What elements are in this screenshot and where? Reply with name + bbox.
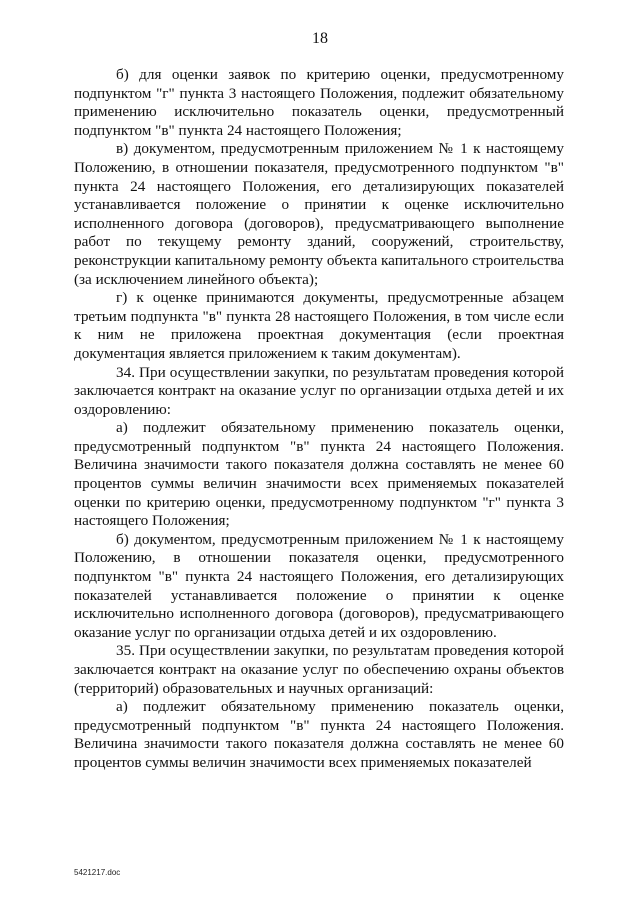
paragraph-33b: б) для оценки заявок по критерию оценки, предусмотренному подпунктом "г" пункта 3 настоящего Положения, подлежит обязательному применению исключительно показатель оценки, предусмотренный подпунктом "в" пункта 24 настоящего Положения;	[74, 66, 564, 139]
document-body	[74, 66, 564, 773]
paragraph-35-intro: 35. При осуществлении закупки, по результатам проведения которой заключается контракт на оказание услуг по обеспечению охраны объектов (территорий) образовательных и научных организаций:	[74, 642, 564, 697]
document-file-code: 5421217.doc	[74, 868, 121, 877]
paragraph-33v: в) документом, предусмотренным приложением № 1 к настоящему Положению, в отношении показателя, предусмотренного подпунктом "в" пункта 24 настоящего Положения, его детализирующих показателей устанавливается положение о принятии к оценке исключительно исполненного договора (договоров), предусматривающего выполнение работ по текущему ремонту зданий, сооружений, строительству, реконструкции капитальному ремонту объекта капитального строительства (за исключением линейного объекта);	[74, 140, 564, 288]
paragraph-34-intro: 34. При осуществлении закупки, по результатам проведения которой заключается контракт на оказание услуг по организации отдыха детей и их оздоровлению:	[74, 363, 564, 418]
page-number: 18	[312, 30, 328, 47]
paragraph-34a: а) подлежит обязательному применению показатель оценки, предусмотренный подпунктом "в" пункта 24 настоящего Положения. Величина значимости такого показателя должна составлять не менее 60 процентов суммы величин значимости всех применяемых показателей оценки по критерию оценки, предусмотренному подпунктом "г" пункта 3 настоящего Положения;	[74, 419, 564, 530]
paragraph-33g: г) к оценке принимаются документы, предусмотренные абзацем третьим подпункта "в" пункта 28 настоящего Положения, в том числе если к ним не приложена проектная документация (если проектная документация является приложением к таким документам).	[74, 289, 564, 362]
paragraph-35a: а) подлежит обязательному применению показатель оценки, предусмотренный подпунктом "в" пункта 24 настоящего Положения. Величина значимости такого показателя должна составлять не менее 60 процентов суммы величин значимости всех применяемых показателей	[74, 698, 564, 771]
paragraph-34b: б) документом, предусмотренным приложением № 1 к настоящему Положению, в отношении показателя оценки, предусмотренного подпунктом "в" пункта 24 настоящего Положения, его детализирующих показателей устанавливается положение о принятии к оценке исключительно исполненного договора (договоров), предусматривающего оказание услуг по организации отдыха детей и их оздоровлению.	[74, 530, 564, 641]
